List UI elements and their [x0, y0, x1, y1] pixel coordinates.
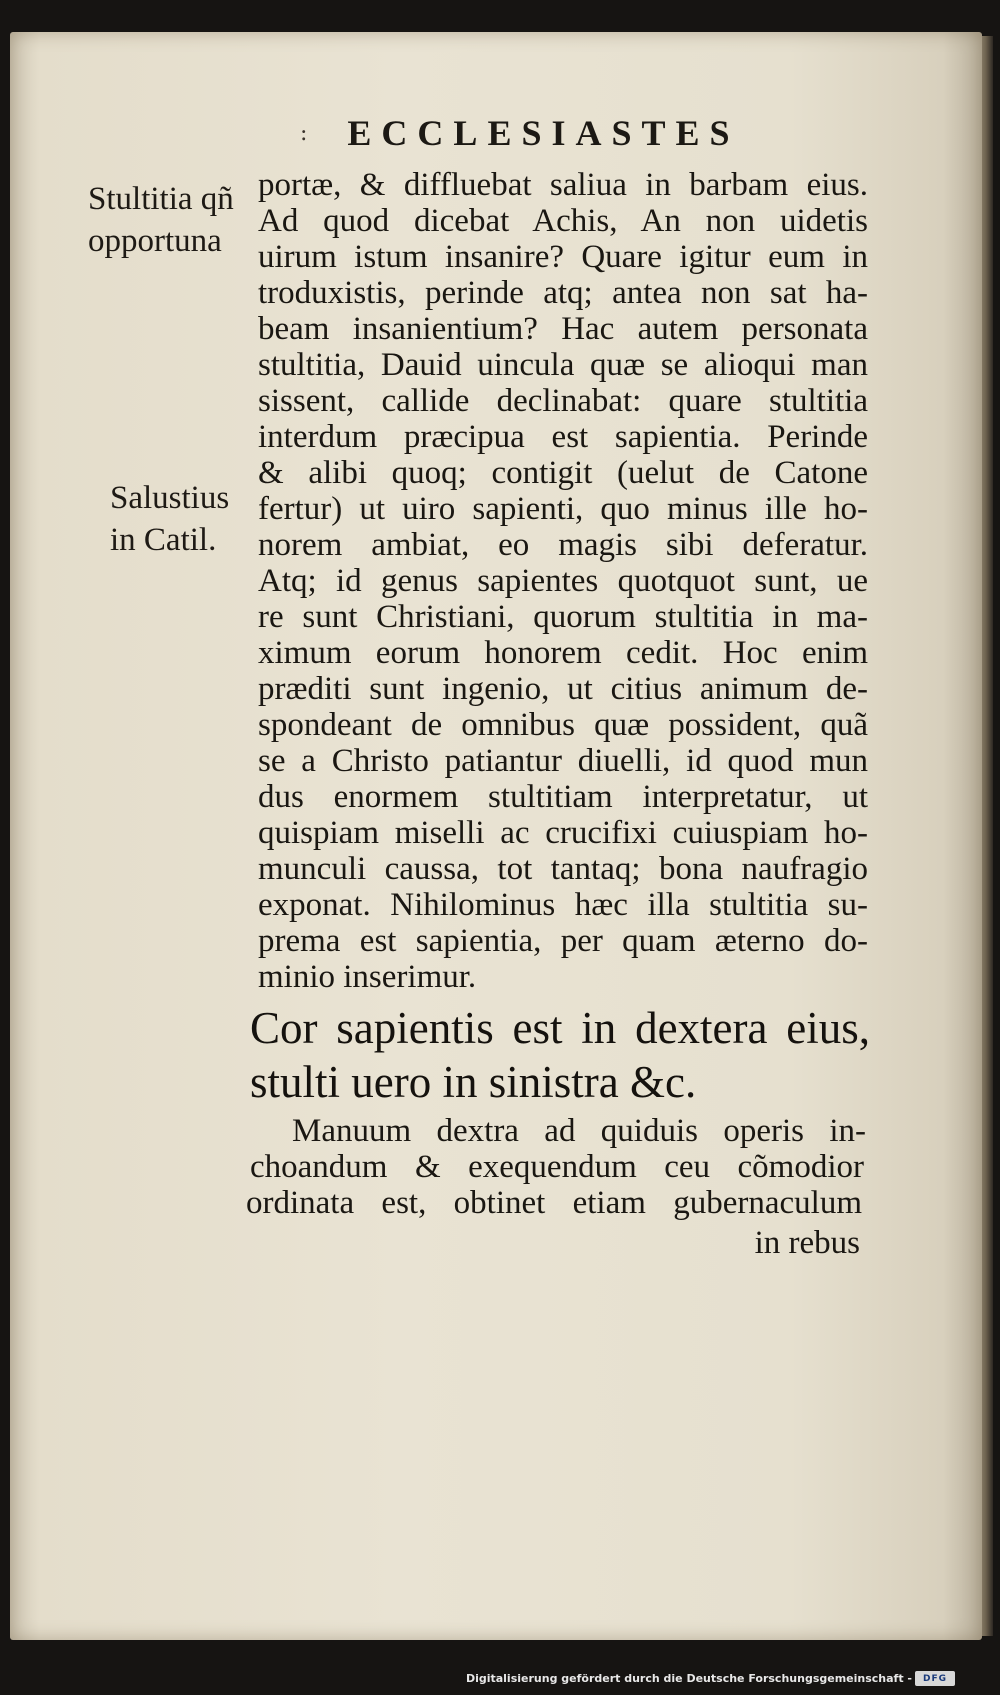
marginal-note [110, 477, 229, 561]
commentary-line: ordinata est, obtinet etiam gubernaculum [246, 1185, 862, 1221]
lemma-line: stulti uero in sinistra &c. [250, 1057, 697, 1107]
body-text-line: & alibi quoq; contigit (uelut de Catone [258, 455, 868, 491]
body-text-line: re sunt Christiani, quorum stultitia in ma- [258, 599, 868, 635]
dfg-logo: DFG [915, 1671, 955, 1686]
body-text-line: minio inserimur. [258, 959, 477, 995]
body-text-line: munculi caussa, tot tantaq; bona naufragio [258, 851, 868, 887]
body-text-line: Atq; id genus sapientes quotquot sunt, ue [258, 563, 868, 599]
body-text-line: se a Christo patiantur diuelli, id quod mun [258, 743, 868, 779]
body-text-line: troduxistis, perinde atq; antea non sat ha- [258, 275, 868, 311]
body-text-line: portæ, & diffluebat saliua in barbam eius. [258, 167, 868, 203]
body-text-line: interdum præcipua est sapientia. Perinde [258, 419, 868, 455]
body-text-line: exponat. Nihilominus hæc illa stultitia su- [258, 887, 868, 923]
body-text-line: quispiam miselli ac crucifixi cuiuspiam ho- [258, 815, 868, 851]
marginal-note-line: Stultitia qñ [88, 181, 234, 217]
marginal-note-line: Salustius [110, 480, 230, 516]
marginal-note [88, 178, 234, 262]
marginal-note-line: opportuna [88, 223, 222, 259]
body-text-line: prema est sapientia, per quam æterno do- [258, 923, 868, 959]
body-text-line: stultitia, Dauid uincula quæ se alioqui man [258, 347, 868, 383]
body-text-line: Ad quod dicebat Achis, An non uidetis [258, 203, 868, 239]
body-text-line: norem ambiat, eo magis sibi deferatur. [258, 527, 868, 563]
body-text-line: præditi sunt ingenio, ut citius animum de- [258, 671, 868, 707]
body-text-line: sissent, callide declinabat: quare stultitia [258, 383, 868, 419]
commentary-line: choandum & exequendum ceu cõmodior [250, 1149, 864, 1185]
footer-credit: Digitalisierung gefördert durch die Deutsche Forschungsgemeinschaft - [465, 1672, 912, 1685]
running-head [300, 112, 860, 154]
body-text-line: beam insanientium? Hac autem personata [258, 311, 868, 347]
commentary-line: Manuum dextra ad quiduis operis in- [292, 1113, 866, 1149]
head-ornament: : [300, 120, 308, 146]
running-head-title: ECCLESIASTES [347, 113, 740, 153]
body-text-line: spondeant de omnibus quæ possident, quã [258, 707, 868, 743]
body-text-line: uirum istum insanire? Quare igitur eum in [258, 239, 868, 275]
body-text-line: dus enormem stultitiam interpretatur, ut [258, 779, 868, 815]
body-text-line: fertur) ut uiro sapienti, quo minus ille ho- [258, 491, 868, 527]
body-text-line: ximum eorum honorem cedit. Hoc enim [258, 635, 868, 671]
catchword: in rebus [754, 1225, 860, 1261]
marginal-note-line: in Catil. [110, 522, 217, 558]
lemma-line: Cor sapientis est in dextera eius, [250, 1003, 870, 1053]
